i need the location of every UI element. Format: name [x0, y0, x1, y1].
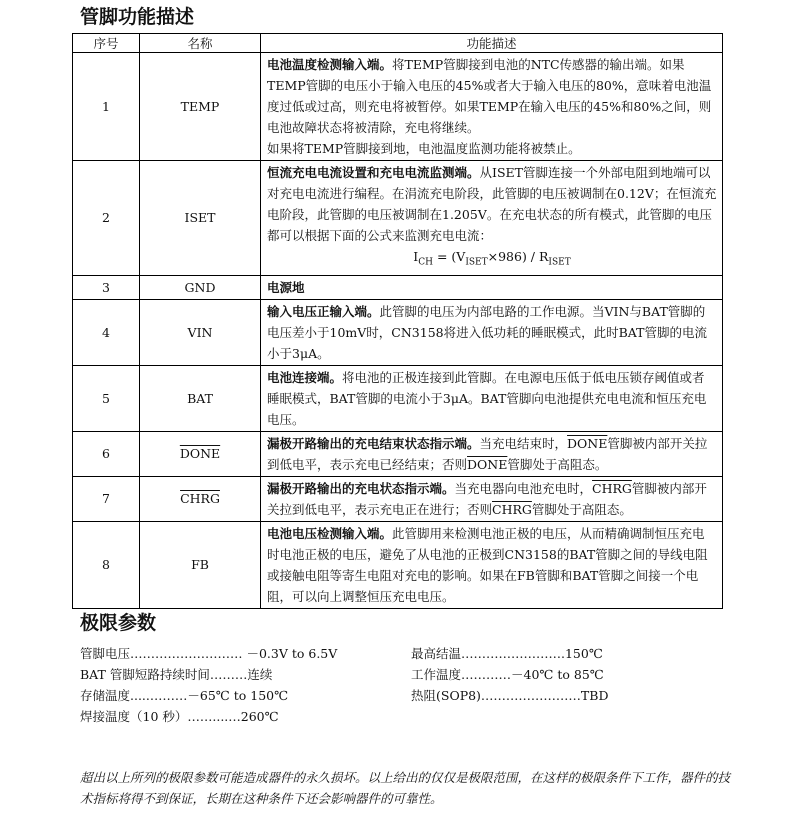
pin-name [140, 431, 261, 476]
table-row [73, 521, 723, 608]
done-signal-ref: DONE [567, 435, 608, 451]
pin-name: ISET [140, 161, 261, 276]
ratings-column-right [411, 643, 608, 706]
pin-number: 2 [73, 161, 140, 276]
table-row [73, 161, 723, 276]
pin-description [261, 275, 723, 299]
pin-description: 漏极开路输出的充电状态指示端。当充电器向电池充电时，CHRG管脚被内部开关拉到低电平，表示充电正在进行；否则CHRG管脚处于高阻态。 [261, 476, 723, 521]
chrg-signal-ref: CHRG [492, 501, 532, 517]
rating-item: 焊接温度（10 秒）……....…260℃ [80, 709, 279, 724]
pin-description-lead: 电池连接端。 [267, 369, 343, 385]
pin-number: 7 [73, 476, 140, 521]
pin-description [261, 53, 723, 161]
pin-name: BAT [140, 365, 261, 431]
pin-description-lead: 电池电压检测输入端。 [267, 525, 393, 541]
pin-number: 1 [73, 53, 140, 161]
table-row [73, 299, 723, 365]
pin-description [261, 521, 723, 608]
charge-current-formula: $I_{CH} = (V_{ISET}\times 986) / R_{ISET}$ [413, 249, 571, 268]
pin-description-lead: 恒流充电电流设置和充电电流监测端。 [267, 165, 480, 180]
pin-number: 8 [73, 521, 140, 608]
pin-description-text: 如果将TEMP管脚接到地，电池温度监测功能将被禁止。 [267, 141, 581, 156]
pin-name: GND [140, 275, 261, 299]
pin-number: 6 [73, 431, 140, 476]
rating-item: 工作温度…………－40℃ to 85℃ [411, 667, 604, 682]
done-signal-ref: DONE [467, 456, 508, 472]
ratings-column-left [80, 643, 337, 727]
rating-item: 管脚电压……………………… －0.3V to 6.5V [80, 646, 338, 661]
absolute-max-ratings-title: 极限参数 [80, 612, 157, 634]
pin-description-lead: 输入电压正输入端。 [267, 303, 380, 319]
pin-description: 漏极开路输出的充电结束状态指示端。当充电结束时，DONE管脚被内部开关拉到低电平，表示充电已经结束；否则DONE管脚处于高阻态。 [261, 431, 723, 476]
table-header-row [73, 34, 723, 53]
ratings-warning-note: 超出以上所列的极限参数可能造成器件的永久损坏。以上给出的仅仅是极限范围，在这样的极限条件下工作，器件的技术指标将得不到保证，长期在这种条件下还会影响器件的可靠性。 [80, 770, 731, 806]
pin-name: TEMP [140, 53, 261, 161]
pin-description-text: 此管脚的电压为内部电路的工作电源。当VIN与BAT管脚的电压差小于10mV时，CN3158将进入低功耗的睡眠模式，此时BAT管脚的电流小于3μA。 [267, 303, 707, 361]
table-row [73, 476, 723, 521]
pin-number: 3 [73, 275, 140, 299]
pin-description [261, 365, 723, 431]
done-signal-name: DONE [179, 446, 221, 461]
pin-description-lead: 电池温度检测输入端。 [267, 57, 393, 72]
pin-description [261, 299, 723, 365]
table-row [73, 431, 723, 476]
pin-name: VIN [140, 299, 261, 365]
pin-number: 5 [73, 365, 140, 431]
pin-description-lead: 漏极开路输出的充电结束状态指示端。 [267, 435, 480, 451]
rating-item: 存储温度.....………－65℃ to 150℃ [80, 688, 289, 703]
chrg-signal-ref: CHRG [592, 480, 632, 496]
pin-description-text: 将TEMP管脚接到电池的NTC传感器的输出端。如果TEMP管脚的电压小于输入电压的45%或者大于输入电压的80%，意味着电池温度过低或过高，则充电将被暂停。如果TEMP在输入电压的45%和80%之间，则电池故障状态将被清除，充电将继续。 [267, 57, 712, 135]
header-description: 功能描述 [261, 34, 723, 53]
header-number: 序号 [73, 34, 140, 53]
table-row [73, 53, 723, 161]
pin-name [140, 476, 261, 521]
table-row [73, 365, 723, 431]
pin-description-text: 从ISET管脚连接一个外部电阻到地端可以对充电电流进行编程。在涓流充电阶段，此管脚的电压被调制在0.12V；在恒流充电阶段，此管脚的电压被调制在1.205V。在充电状态的所有模式，此管脚的电压都可以根据下面的公式来监测充电电流： [267, 165, 717, 243]
table-row [73, 275, 723, 299]
rating-item: 热阻(SOP8)……………………TBD [411, 688, 609, 703]
pin-description-text: 此管脚用来检测电池正极的电压，从而精确调制恒压充电时电池正极的电压，避免了从电池的正极到CN3158的BAT管脚之间的导线电阻或接触电阻等寄生电阻对充电的影响。如果在FB管脚和BAT管脚之间接一个电阻，可以向上调整恒压充电电压。 [267, 525, 708, 604]
header-name: 名称 [140, 34, 261, 53]
rating-item: BAT 管脚短路持续时间………连续 [80, 667, 273, 682]
rating-item: 最高结温…………………….150℃ [411, 646, 603, 661]
pin-number: 4 [73, 299, 140, 365]
pin-function-title: 管脚功能描述 [80, 6, 195, 28]
pin-description-text: 将电池的正极连接到此管脚。在电源电压低于低电压锁存阈值或者睡眠模式，BAT管脚的电流小于3μA。BAT管脚向电池提供充电电流和恒压充电电压。 [267, 369, 707, 427]
pin-function-table [72, 33, 723, 609]
chrg-signal-name: CHRG [180, 491, 220, 506]
pin-name: FB [140, 521, 261, 608]
pin-description [261, 161, 723, 276]
pin-description-lead: 电源地 [267, 279, 305, 295]
pin-description-lead: 漏极开路输出的充电状态指示端。 [267, 480, 455, 496]
